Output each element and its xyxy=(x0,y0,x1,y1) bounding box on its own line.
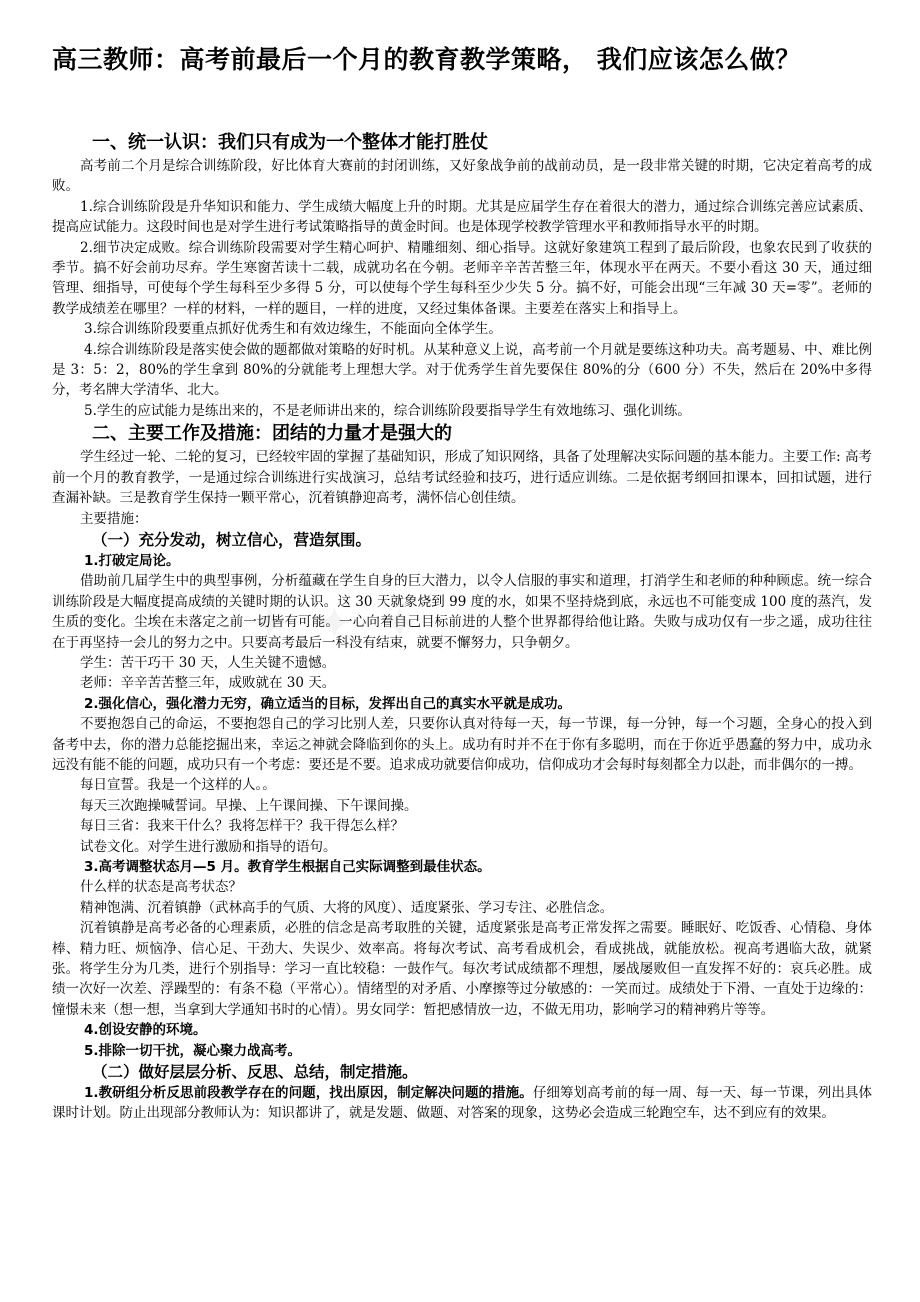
item5-heading: 5.排除一切干扰，凝心聚力战高考。 xyxy=(84,1042,302,1059)
item2-paragraph-2: 每日宣誓。我是一个这样的人。。 xyxy=(80,777,276,794)
item3-paragraph-3: 沉着镇静是高考必备的心理素质，必胜的信念是高考取胜的关键，适度紧张是高考正常发挥之需要。睡眠好、吃饭香、心情稳、身体棒、精力旺、烦恼净、信心足、干劲大、失误少、效率高。将每次考试、高考看成机会，看成挑战，就能放松。视高考遇临大敌，就紧张。将学生分为几类，进行个别指导：学习一直比较稳：一鼓作气。每次考试成绩都不理想，屡战屡败但一直发挥不好的：哀兵必胜。成绩一次好一次差、浮躁型的：有条不稳（平常心）。情绪型的对矛盾、小摩擦等过分敏感的：一笑而过。成绩处于下滑、一直处于边缘的：憧憬未来（想一想，当拿到大学通知书时的心情）。男女同学：暂把感情放一边，不做无用功，影响学习的精神鸦片等等。 xyxy=(52,920,872,1018)
item2-heading: 2.强化信心，强化潜力无穷，确立适当的目标，发挥出自己的真实水平就是成功。 xyxy=(84,695,572,712)
section1-paragraph-3: 2.细节决定成败。综合训练阶段需要对学生精心呵护、精雕细刻、细心指导。这就好象建筑工程到了最后阶段，也象农民到了收获的季节。搞不好会前功尽弃。学生寒窗苦读十二载，成就功名在今朝。老师辛辛苦苦整三年，体现水平在两天。不要小看这 30 天，通过细管理、细指导，可使每个学生每科至少多得 5 分，可以使每个学生每科至少少失 5 分。搞不好，可能会出现“三年减 30 天=零”。老师的教学成绩差在哪里？一样的材料，一样的题目，一样的进度，又经过集体备课。主要差在落实上和指导上。 xyxy=(52,239,872,317)
item3-heading: 3.高考调整状态月—5 月。教育学生根据自己实际调整到最佳状态。 xyxy=(84,859,491,875)
section2-heading: 二、主要工作及措施：团结的力量才是强大的 xyxy=(92,423,452,445)
sub2-item1-text: 仔细筹划高考前的每一周、每一天、每一节课，列出具体课时计划。防止出现部分教师认为：知识都讲了，就是发题、做题、对答案的现象，这势必会造成三轮跑空车，达不到应有的效果。 xyxy=(52,1085,872,1122)
item2-paragraph-4: 每日三省：我来干什么？我将怎样干？我干得怎么样？ xyxy=(80,818,404,835)
subsection1-heading: （一）充分发动，树立信心，营造氛围。 xyxy=(92,530,372,549)
item3-paragraph-2: 精神饱满、沉着镇静（武林高手的气质、大将的风度）、适度紧张、学习专注、必胜信念。 xyxy=(80,899,614,916)
item2-paragraph-3: 每天三次跑操喊誓词。早操、上午课间操、下午课间操。 xyxy=(80,797,418,814)
section1-paragraph-1: 高考前二个月是综合训练阶段，好比体育大赛前的封闭训练，又好象战争前的战前动员，是一段非常关键的时期，它决定着高考的成败。 xyxy=(52,158,872,195)
section1-paragraph-5: 4.综合训练阶段是落实使会做的题都做对策略的好时机。从某种意义上说，高考前一个月就是要练这种功夫。高考题易、中、难比例是 3：5：2，80%的学生拿到 80%的分就能考上理想大学。对于优秀学生首先要保住 80%的分（600 分）不失，然后在 20%中多得分，考名牌大学清华、北大。 xyxy=(52,341,872,399)
section1-paragraph-2: 1.综合训练阶段是升华知识和能力、学生成绩大幅度上升的时期。尤其是应届学生存在着很大的潜力，通过综合训练完善应试素质、提高应试能力。这段时间也是对学生进行考试策略指导的黄金时间。也是体现学校教学管理水平和教师指导水平的时期。 xyxy=(52,198,872,236)
document-body xyxy=(52,130,872,1124)
subsection2-heading: （二）做好层层分析、反思、总结，制定措施。 xyxy=(92,1063,418,1082)
section2-paragraph-1: 学生经过一轮、二轮的复习，已经较牢固的掌握了基础知识，形成了知识网络，具备了处理解决实际问题的基本能力。主要工作: 高考前一个月的教育教学，一是通过综合训练进行实战演习，总结考试经验和技巧，进行适应训练。二是依据考纲回扣课本，回扣试题，进行查漏补缺。三是教育学生保持一颗平常心，沉着镇静迎高考，满怀信心创佳绩。 xyxy=(52,449,872,507)
section1-paragraph-4: 3.综合训练阶段要重点抓好优秀生和有效边缘生，不能面向全体学生。 xyxy=(84,321,502,338)
section1-paragraph-6: 5.学生的应试能力是练出来的，不是老师讲出来的，综合训练阶段要指导学生有效地练习、强化训练。 xyxy=(84,402,691,419)
item2-paragraph-1: 不要抱怨自己的命运，不要抱怨自己的学习比别人差，只要你认真对待每一天，每一节课，每一分钟，每一个习题，全身心的投入到备考中去，你的潜力总能挖掘出来，幸运之神就会降临到你的头上。成功有时并不在于你有多聪明，而在于你近乎愚蠢的努力中，成功永远没有能不能的问题，成功只有一个考虑：要还是不要。追求成功就要信仰成功，信仰成功才会每时每刻都全力以赴，而非偶尔的一搏。 xyxy=(52,716,872,773)
page-title: 高三教师：高考前最后一个月的教育教学策略， 我们应该怎么做？ xyxy=(52,45,801,74)
item1-paragraph-1: 借助前几届学生中的典型事例，分析蕴藏在学生自身的巨大潜力，以令人信服的事实和道理，打消学生和老师的种种顾虑。统一综合训练阶段是大幅度提高成绩的关键时期的认识。这 30 天就象烧到 99 度的水，如果不坚持烧到底，永远也不可能变成 100 度的蒸汽，发生质的变化。尘埃在未落定之前一切皆有可能。一心向着自己目标前进的人整个世界都得给他让路。失败与成功仅有一步之遥，成功往往在于再坚持一会儿的努力之中。只要高考最后一科没有结束，就要不懈努力，只争朝夕。 xyxy=(52,573,872,651)
item2-paragraph-5: 试卷文化。对学生进行激励和指导的语句。 xyxy=(80,838,337,855)
item4-heading: 4.创设安静的环境。 xyxy=(84,1022,207,1039)
item1-paragraph-3: 老师：辛辛苦苦整三年，成败就在 30 天。 xyxy=(80,675,336,692)
sub2-item1-lead: 1.教研组分析反思前段教学存在的问题，找出原因，制定解决问题的措施。 xyxy=(84,1085,533,1102)
item1-heading: 1.打破定局论。 xyxy=(84,552,180,569)
measures-label: 主要措施： xyxy=(80,510,148,527)
sub2-item1-paragraph xyxy=(52,1083,872,1124)
item1-paragraph-2: 学生：苦干巧干 30 天，人生关键不遗憾。 xyxy=(80,654,336,671)
item3-paragraph-1: 什么样的状态是高考状态？ xyxy=(80,879,242,896)
section1-heading: 一、统一认识：我们只有成为一个整体才能打胜仗 xyxy=(92,132,488,153)
